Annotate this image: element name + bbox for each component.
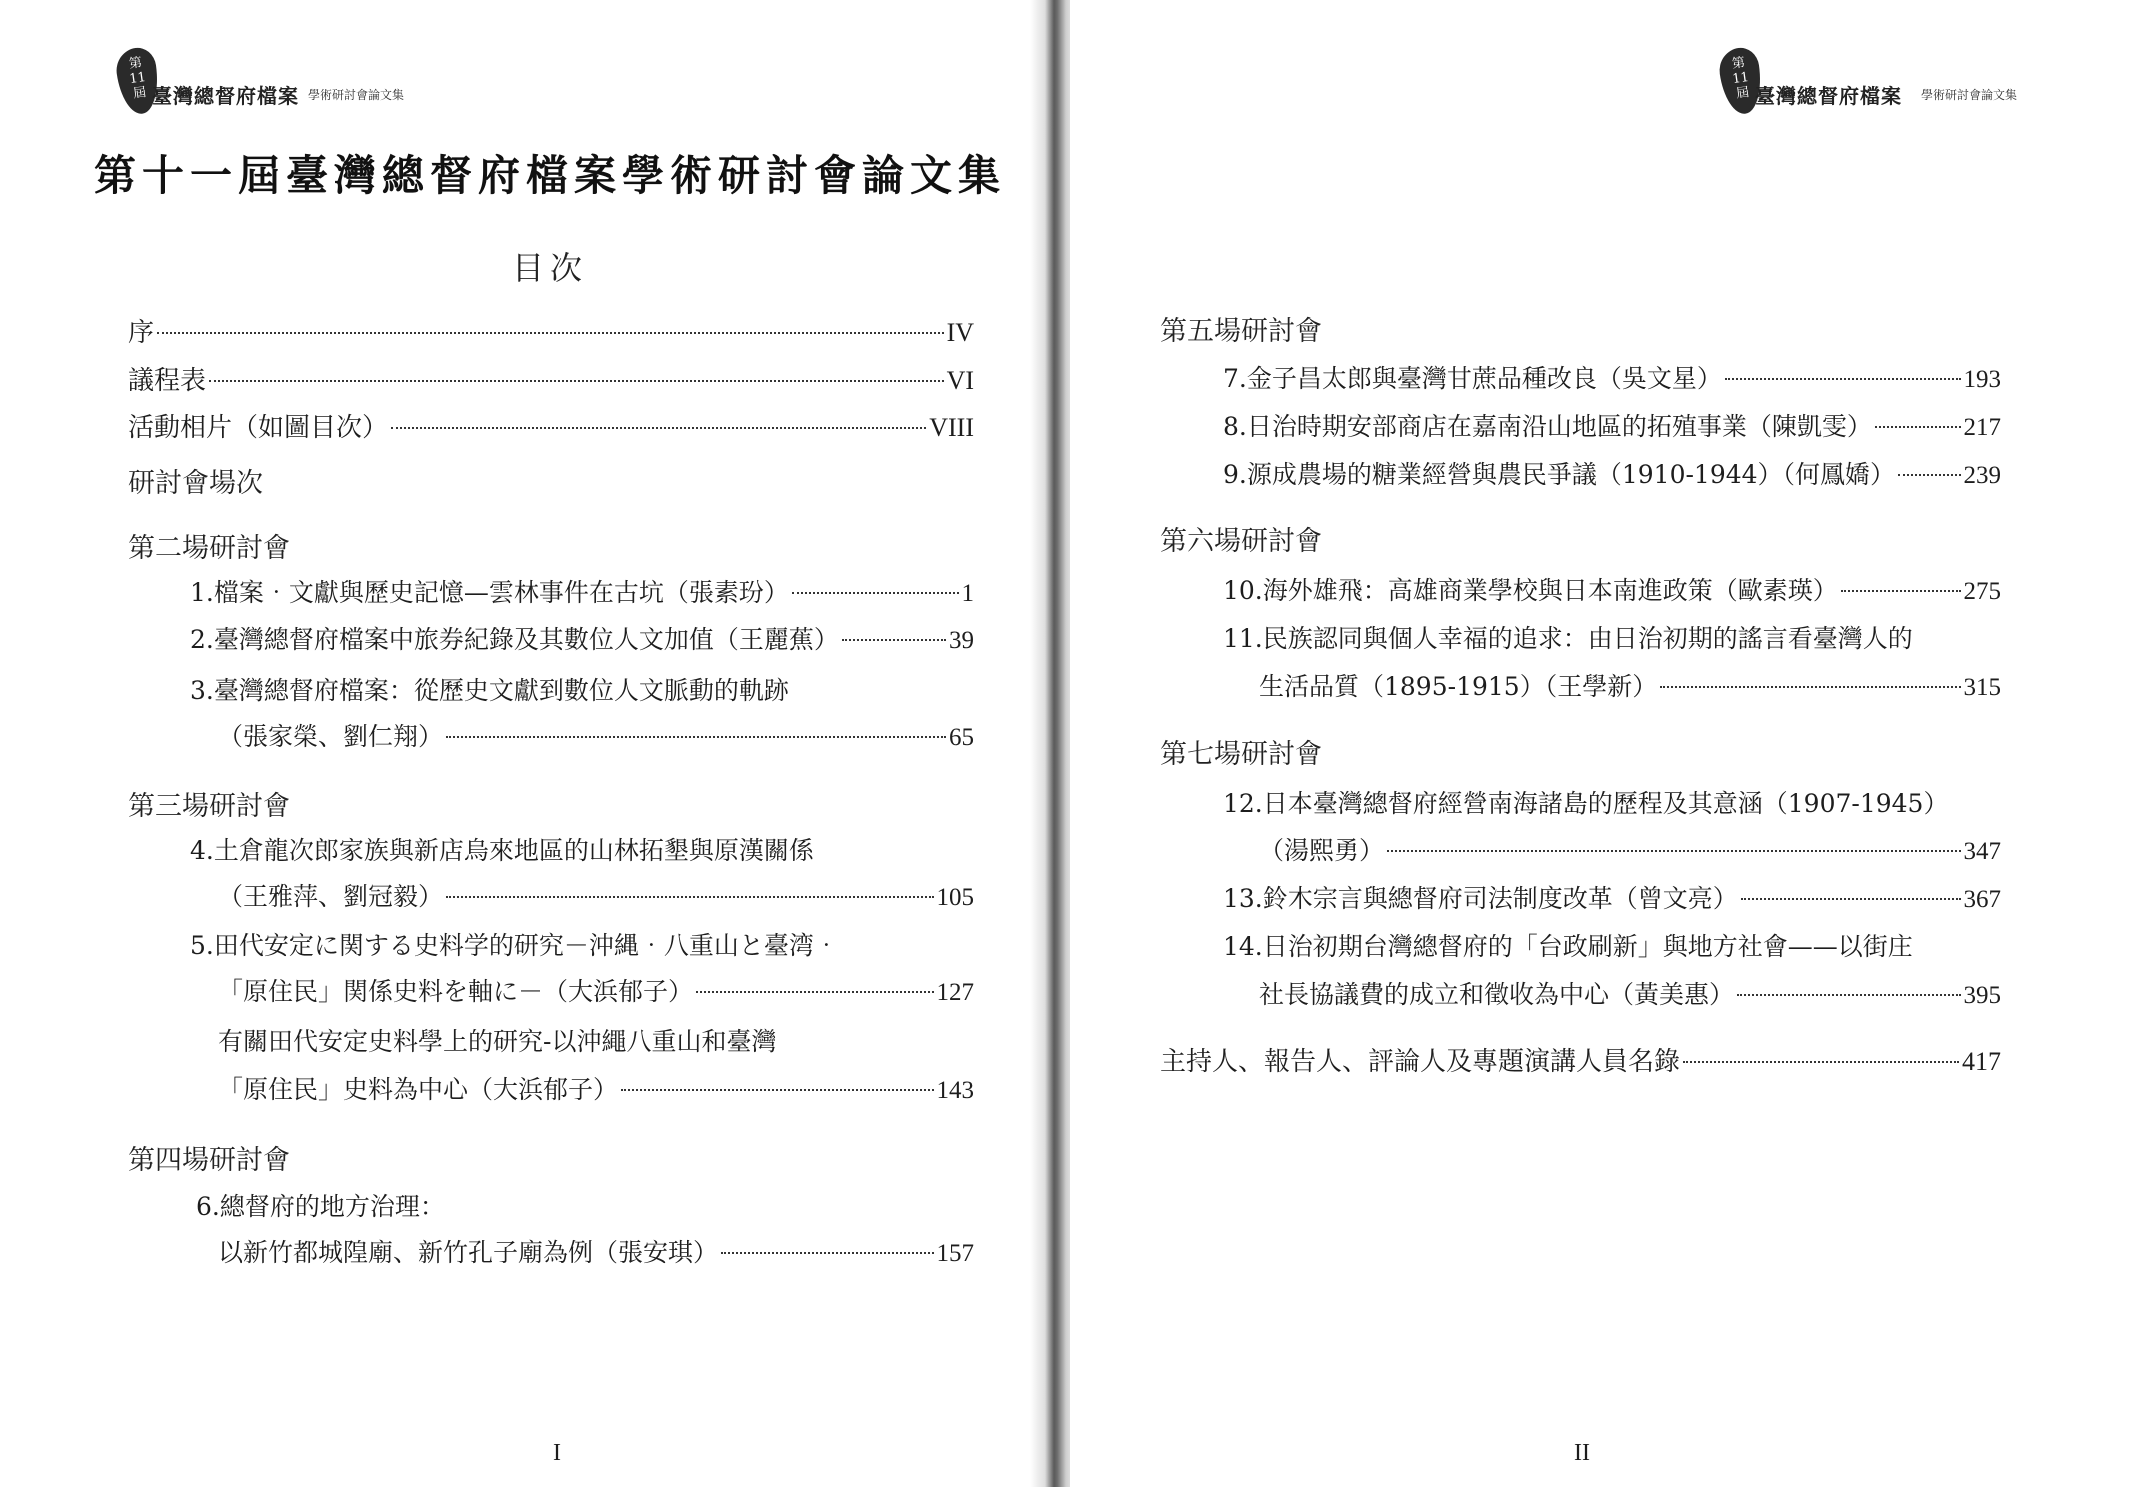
toc-entry-12[interactable] — [1259, 834, 2001, 869]
entry-page: VI — [946, 366, 974, 395]
entry-authors: （張家榮、劉仁翔） — [218, 722, 444, 751]
toc-entry-13[interactable] — [1223, 882, 2001, 917]
dot-leader — [209, 380, 944, 382]
entry-title: 10.海外雄飛：高雄商業學校與日本南進政策（歐素瑛） — [1223, 576, 1838, 605]
dot-leader — [696, 991, 933, 993]
session-heading: 第七場研討會 — [1160, 739, 1322, 770]
entry-title: 活動相片（如圖目次） — [128, 413, 389, 443]
toc-entry-agenda[interactable] — [128, 364, 974, 398]
entry-page: 239 — [1963, 462, 2001, 489]
entry-page: 347 — [1963, 838, 2001, 865]
entry-authors: （湯熙勇） — [1259, 836, 1385, 865]
toc-entry-14[interactable] — [1259, 978, 2001, 1013]
session-heading: 第三場研討會 — [128, 791, 290, 822]
toc-entry-preface[interactable] — [128, 316, 974, 350]
dot-leader — [1875, 426, 1961, 428]
dot-leader — [792, 592, 959, 594]
toc-entry-4[interactable] — [218, 880, 974, 915]
header-subtitle: 學術研討會論文集 — [308, 88, 405, 102]
entry-title: 7.金子昌太郎與臺灣甘蔗品種改良（吳文星） — [1223, 364, 1722, 393]
entry-page: 127 — [936, 979, 974, 1006]
toc-entry-participants[interactable] — [1160, 1045, 2001, 1079]
entry-title-line[interactable]: 3.臺灣總督府檔案：從歷史文獻到數位人文脈動的軌跡 — [190, 676, 789, 705]
toc-entry-11[interactable] — [1259, 670, 2001, 705]
session-heading: 第四場研討會 — [128, 1145, 290, 1176]
entry-title: 主持人、報告人、評論人及專題演講人員名錄 — [1160, 1047, 1681, 1077]
edition-badge: 第11屆 — [128, 55, 148, 102]
entry-title-line[interactable]: 14.日治初期台灣總督府的「台政刷新」與地方社會——以街庄 — [1223, 932, 1913, 961]
page-number: I — [553, 1440, 561, 1466]
dot-leader — [391, 427, 926, 429]
entry-title-line[interactable]: 11.民族認同與個人幸福的追求：由日治初期的謠言看臺灣人的 — [1223, 624, 1913, 653]
left-page — [0, 0, 1052, 1487]
entry-title: 以新竹都城隍廟、新竹孔子廟為例（張安琪） — [218, 1238, 719, 1267]
page-number: II — [1574, 1440, 1590, 1466]
toc-entry-8[interactable] — [1223, 410, 2001, 445]
entry-title-line[interactable]: 5.田代安定に関する史料学的研究－沖縄‧八重山と臺湾‧ — [190, 931, 839, 960]
header-title: 臺灣總督府檔案 — [1755, 84, 1902, 108]
dot-leader — [446, 896, 933, 898]
entry-page: 395 — [1963, 982, 2001, 1009]
entry-page: VIII — [929, 413, 974, 442]
dot-leader — [721, 1252, 933, 1254]
dot-leader — [621, 1089, 933, 1091]
entry-title-line[interactable]: 有關田代安定史料學上的研究-以沖繩八重山和臺灣 — [218, 1027, 777, 1056]
right-page — [1070, 0, 2133, 1487]
dot-leader — [1683, 1061, 1959, 1063]
entry-title: 議程表 — [128, 366, 207, 396]
entry-title: 8.日治時期安部商店在嘉南沿山地區的拓殖事業（陳凱雯） — [1223, 412, 1872, 441]
toc-entry-10[interactable] — [1223, 574, 2001, 609]
entry-page: IV — [946, 318, 974, 347]
entry-title: 1.檔案‧文獻與歷史記憶—雲林事件在古坑（張素玢） — [190, 578, 789, 607]
entry-title: 序 — [128, 318, 155, 348]
dot-leader — [842, 639, 946, 641]
book-title: 第十一屆臺灣總督府檔案學術研討會論文集 — [93, 151, 1006, 200]
toc-heading: 目次 — [511, 249, 588, 287]
sessions-label: 研討會場次 — [128, 468, 263, 499]
entry-title: 2.臺灣總督府檔案中旅券紀錄及其數位人文加值（王麗蕉） — [190, 625, 839, 654]
entry-title: 社長協議費的成立和徵收為中心（黃美惠） — [1259, 980, 1735, 1009]
dot-leader — [446, 736, 946, 738]
session-heading: 第五場研討會 — [1160, 316, 1322, 347]
entry-title: 「原住民」関係史料を軸に－（大浜郁子） — [218, 977, 694, 1006]
entry-page: 315 — [1963, 674, 2001, 701]
header-subtitle: 學術研討會論文集 — [1921, 88, 2018, 102]
entry-page: 193 — [1963, 366, 2001, 393]
toc-entry-9[interactable] — [1223, 458, 2001, 493]
entry-title: 「原住民」史料為中心（大浜郁子） — [218, 1075, 619, 1104]
entry-page: 143 — [936, 1077, 974, 1104]
entry-page: 105 — [936, 884, 974, 911]
entry-title-line[interactable]: 4.土倉龍次郎家族與新店烏來地區的山林拓墾與原漢關係 — [190, 836, 814, 865]
dot-leader — [1841, 590, 1961, 592]
entry-title: 13.鈴木宗言與總督府司法制度改革（曾文亮） — [1223, 884, 1738, 913]
dot-leader — [1741, 898, 1961, 900]
toc-entry-5b[interactable] — [218, 1073, 974, 1108]
entry-page: 417 — [1962, 1047, 2001, 1076]
entry-page: 65 — [949, 724, 974, 751]
entry-page: 217 — [1963, 414, 2001, 441]
toc-entry-2[interactable] — [190, 623, 974, 658]
entry-title: 9.源成農場的糖業經營與農民爭議（1910-1944）（何鳳嬌） — [1223, 460, 1896, 489]
toc-entry-6[interactable] — [218, 1236, 974, 1271]
entry-page: 275 — [1963, 578, 2001, 605]
toc-entry-1[interactable] — [190, 576, 974, 611]
entry-title: 生活品質（1895-1915）（王學新） — [1259, 672, 1658, 701]
entry-title-line[interactable]: 6.總督府的地方治理： — [196, 1192, 445, 1221]
session-heading: 第六場研討會 — [1160, 526, 1322, 557]
entry-title-line[interactable]: 12.日本臺灣總督府經營南海諸島的歷程及其意涵（1907-1945） — [1223, 789, 1949, 818]
dot-leader — [1387, 850, 1960, 852]
dot-leader — [1725, 378, 1961, 380]
dot-leader — [1898, 474, 1960, 476]
toc-entry-photos[interactable] — [128, 411, 974, 445]
session-heading: 第二場研討會 — [128, 533, 290, 564]
entry-page: 1 — [961, 580, 974, 607]
entry-page: 39 — [949, 627, 974, 654]
toc-entry-3[interactable] — [218, 720, 974, 755]
edition-badge: 第11屆 — [1731, 55, 1751, 102]
dot-leader — [157, 332, 944, 334]
dot-leader — [1737, 994, 1960, 996]
toc-entry-5[interactable] — [218, 975, 974, 1010]
header-title: 臺灣總督府檔案 — [152, 84, 299, 108]
dot-leader — [1660, 686, 1960, 688]
toc-entry-7[interactable] — [1223, 362, 2001, 397]
entry-page: 367 — [1963, 886, 2001, 913]
entry-page: 157 — [936, 1240, 974, 1267]
entry-authors: （王雅萍、劉冠毅） — [218, 882, 444, 911]
